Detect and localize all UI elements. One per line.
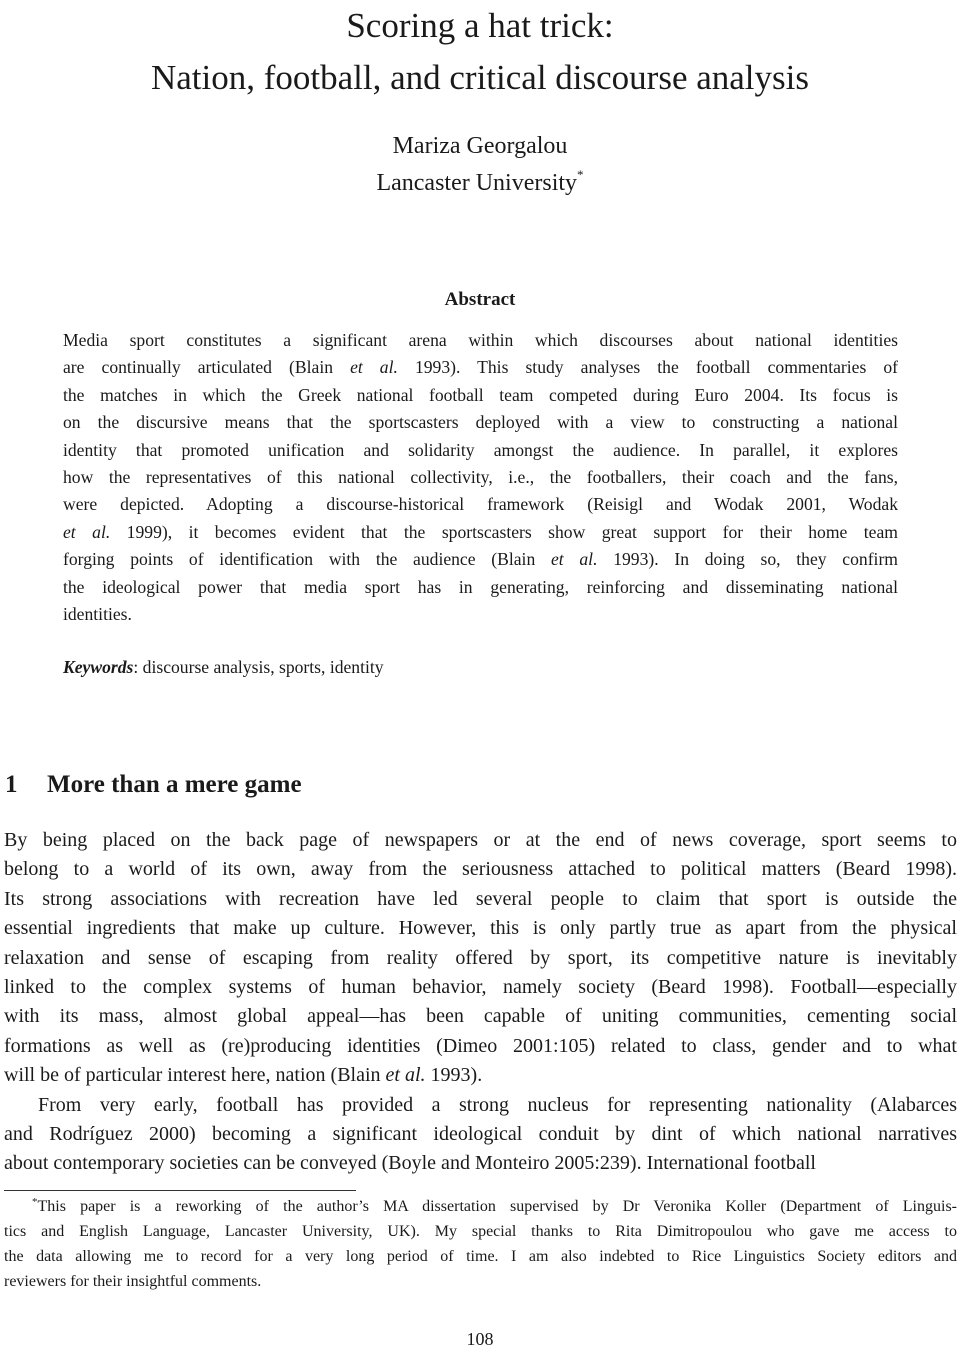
abstract-line: identities.	[63, 604, 132, 625]
body-line: about contemporary societies can be conveyed (Boyle and Monteiro 2005:239). International football	[4, 1152, 816, 1175]
author-name: Mariza Georgalou	[392, 133, 568, 159]
footnote-marker: *	[32, 1196, 38, 1208]
keywords-text: : discourse analysis, sports, identity	[133, 657, 384, 677]
abstract-line: are continually articulated (Blain et al. 1993). This study analyses the football commentaries of	[63, 357, 899, 378]
section-number: 1	[5, 771, 18, 798]
body-line: Its strong associations with recreation have led several people to claim that sport is outside the	[4, 887, 957, 910]
footnote-rule	[4, 1190, 356, 1191]
section-title: More than a mere game	[47, 771, 302, 798]
footnote-line: *This paper is a reworking of the author’s MA dissertation supervised by Dr Veronika Koller (Department of Linguis-	[32, 1196, 957, 1215]
body-line: with its mass, almost global appeal—has been capable of uniting communities, cementing social	[4, 1005, 957, 1028]
abstract-line: the ideological power that media sport has in generating, reinforcing and disseminating national	[63, 576, 898, 597]
footnote	[4, 1194, 957, 1294]
body-line: and Rodríguez 2000) becoming a significant ideological conduit by dint of which national narratives	[4, 1123, 957, 1146]
abstract-line: et al. 1999), it becomes evident that the sportscasters show great support for their home team	[63, 521, 898, 542]
abstract-line: were depicted. Adopting a discourse-historical framework (Reisigl and Wodak 2001, Wodak	[63, 494, 898, 515]
italic-citation: et al.	[350, 357, 398, 378]
italic-citation: et al.	[385, 1064, 426, 1087]
author-affiliation: Lancaster University	[376, 170, 578, 196]
author-block	[0, 128, 960, 202]
abstract-body	[63, 327, 898, 628]
author-affiliation-line	[0, 165, 960, 202]
section-heading	[5, 768, 302, 802]
title-line-1: Scoring a hat trick:	[346, 6, 614, 45]
keywords-line	[63, 654, 384, 680]
author-footnote-marker: *	[577, 167, 584, 182]
abstract-line: how the representatives of this national collectivity, i.e., the footballers, their coach and the fans,	[63, 467, 898, 488]
abstract-line: forging points of identification with the audience (Blain et al. 1993). In doing so, they confirm	[63, 549, 898, 570]
page-number: 108	[466, 1329, 494, 1349]
body-line: relaxation and sense of escaping from reality offered by sport, its competitive nature is inevitably	[4, 946, 957, 969]
abstract-line: Media sport constitutes a significant arena within which discourses about national identities	[63, 330, 898, 350]
footnote-line: tics and English Language, Lancaster University, UK). My special thanks to Rita Dimitropoulou who gave me access to	[4, 1223, 957, 1240]
keywords-label: Keywords	[63, 657, 134, 677]
body-line: essential ingredients that make up culture. However, this is only partly true as apart from the physical	[4, 917, 957, 940]
body-text	[4, 826, 957, 1179]
body-line: By being placed on the back page of newspapers or at the end of news coverage, sport seems to	[4, 829, 957, 851]
abstract-line: on the discursive means that the sportscasters deployed with a view to constructing a national	[63, 412, 898, 433]
footnote-line: reviewers for their insightful comments.	[4, 1273, 262, 1290]
abstract-line: identity that promoted unification and solidarity amongst the audience. In parallel, it explores	[63, 439, 898, 460]
body-line: belong to a world of its own, away from the seriousness attached to political matters (Beard 1998).	[4, 858, 957, 881]
body-line: formations as well as (re)producing identities (Dimeo 2001:105) related to class, gender and to what	[4, 1034, 957, 1057]
paper-title	[0, 0, 960, 104]
body-line: linked to the complex systems of human behavior, namely society (Beard 1998). Football—especially	[4, 976, 957, 999]
footnote-line: the data allowing me to record for a very long period of time. I am also indebted to Rice Linguistics Society editors and	[4, 1248, 957, 1265]
body-line: will be of particular interest here, nation (Blain et al. 1993).	[4, 1064, 483, 1087]
abstract-heading: Abstract	[444, 289, 516, 310]
title-line-2: Nation, football, and critical discourse analysis	[150, 58, 809, 97]
body-line: From very early, football has provided a strong nucleus for representing nationality (Alabarces	[38, 1093, 957, 1116]
italic-citation: et al.	[63, 521, 111, 542]
italic-citation: et al.	[550, 549, 598, 570]
abstract-line: the matches in which the Greek national football team competed during Euro 2004. Its focus is	[63, 384, 898, 405]
